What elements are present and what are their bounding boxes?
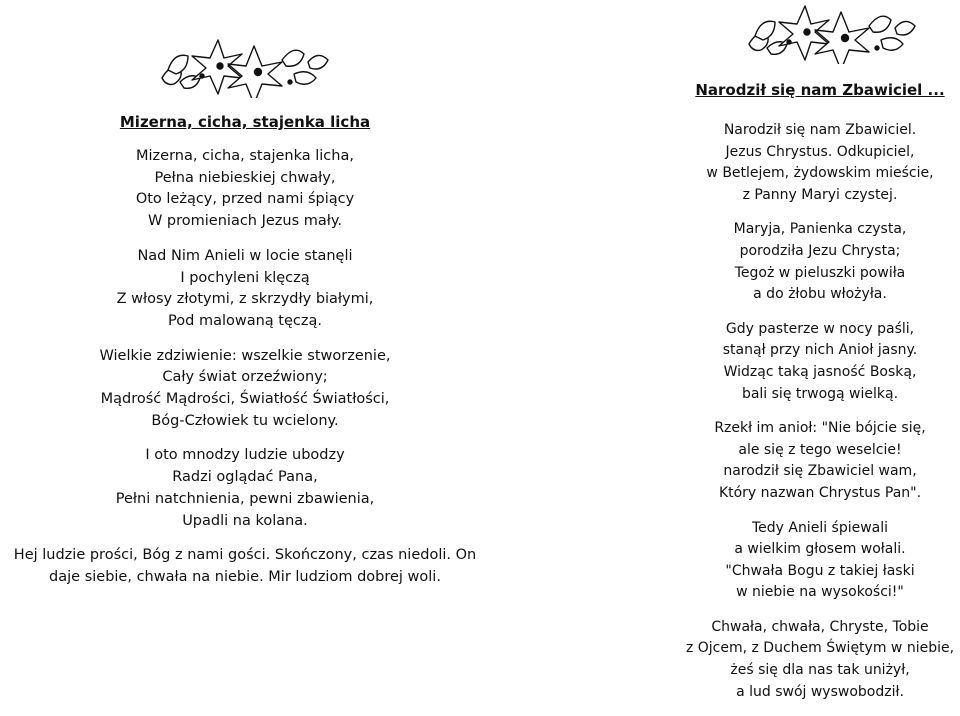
verse-line: Oto leżący, przed nami śpiący xyxy=(135,191,355,208)
verse-line: narodził się Zbawiciel wam, xyxy=(723,463,917,480)
verse-line: Wielkie zdziwienie: wszelkie stworzenie, xyxy=(99,347,391,364)
stanza xyxy=(680,219,960,305)
verse-line: stanął przy nich Anioł jasny. xyxy=(722,342,918,359)
verse-line: Hej ludzie prości, Bóg z nami gości. Skończony, czas niedoli. On daje siebie, chwała na niebie. Mir ludziom dobrej woli. xyxy=(13,547,477,585)
verse-line: Bóg-Człowiek tu wcielony. xyxy=(151,412,339,429)
verse-line: Tedy Anieli śpiewali xyxy=(751,519,889,536)
verse-line: Który nazwan Chrystus Pan". xyxy=(718,484,922,501)
song-title: Mizerna, cicha, stajenka licha xyxy=(119,113,371,131)
verse-line: W promieniach Jezus mały. xyxy=(147,213,343,230)
verse-line: bali się trwogą wielką. xyxy=(741,385,899,402)
right-song xyxy=(680,78,960,716)
verse-line: Maryja, Panienka czysta, xyxy=(733,221,907,238)
verse-line: z Ojcem, z Duchem Świętym w niebie, xyxy=(685,640,955,657)
stanza xyxy=(0,445,490,532)
verse-line: a do żłobu włożyła. xyxy=(753,286,887,303)
verse-line: Mizerna, cicha, stajenka licha, xyxy=(136,148,354,164)
verse-line: ale się z tego weselcie! xyxy=(738,441,902,458)
verse-line: Pełna niebieskiej chwały, xyxy=(154,169,336,186)
verse-line: Narodził się nam Zbawiciel. xyxy=(723,122,917,138)
stanza xyxy=(680,418,960,504)
verse-line: a lud swój wyswobodził. xyxy=(736,683,904,700)
verse-line: w Betlejem, żydowskim mieście, xyxy=(706,165,934,182)
song-title: Narodził się nam Zbawiciel ... xyxy=(695,81,945,99)
verse-line: Upadli na kolana. xyxy=(182,512,308,529)
verse-line: Pod malowaną tęczą. xyxy=(168,312,322,329)
left-song xyxy=(0,110,490,602)
verse-line: I pochyleni klęczą xyxy=(180,269,310,286)
verse-line: żeś się dla nas tak uniżył, xyxy=(730,662,910,679)
stanza xyxy=(0,246,490,333)
verse-line: z Panny Maryi czystej. xyxy=(742,186,898,203)
verse-line: porodziła Jezu Chrysta; xyxy=(739,242,901,259)
verse-line: I oto mnodzy ludzie ubodzy xyxy=(145,447,345,464)
verse-line: Z włosy złotymi, z skrzydły białymi, xyxy=(116,291,374,308)
verse-line: Nad Nim Anieli w locie stanęli xyxy=(137,247,353,264)
poinsettia-garland-icon xyxy=(158,36,333,98)
verse-line: "Chwała Bogu z takiej łaski xyxy=(725,562,915,579)
verse-line: Tegoż w pieluszki powiła xyxy=(734,264,906,281)
stanza xyxy=(680,518,960,604)
stanza xyxy=(680,617,960,703)
poinsettia-garland-icon xyxy=(745,2,920,64)
verse-line: Pełni natchnienia, pewni zbawienia, xyxy=(115,490,375,507)
stanza xyxy=(0,346,490,433)
verse-line: Widząc taką jasność Boską, xyxy=(723,363,917,380)
stanza xyxy=(680,120,960,206)
verse-line: Rzekł im anioł: "Nie bójcie się, xyxy=(714,420,926,437)
verse-line: Radzi oglądać Pana, xyxy=(172,469,318,486)
finale-stanza xyxy=(0,545,490,588)
verse-line: Gdy pasterze w nocy paśli, xyxy=(725,320,915,337)
verse-line: Jezus Chrystus. Odkupiciel, xyxy=(725,143,915,160)
verse-line: w niebie na wysokości!" xyxy=(736,584,904,601)
verse-line: Chwała, chwała, Chryste, Tobie xyxy=(711,618,929,635)
verse-line: Mądrość Mądrości, Światłość Światłości, xyxy=(100,391,390,408)
stanza xyxy=(0,146,490,233)
verse-line: Cały świat orzeźwiony; xyxy=(162,369,328,386)
verse-line: a wielkim głosem wołali. xyxy=(734,541,906,558)
stanza xyxy=(680,319,960,405)
